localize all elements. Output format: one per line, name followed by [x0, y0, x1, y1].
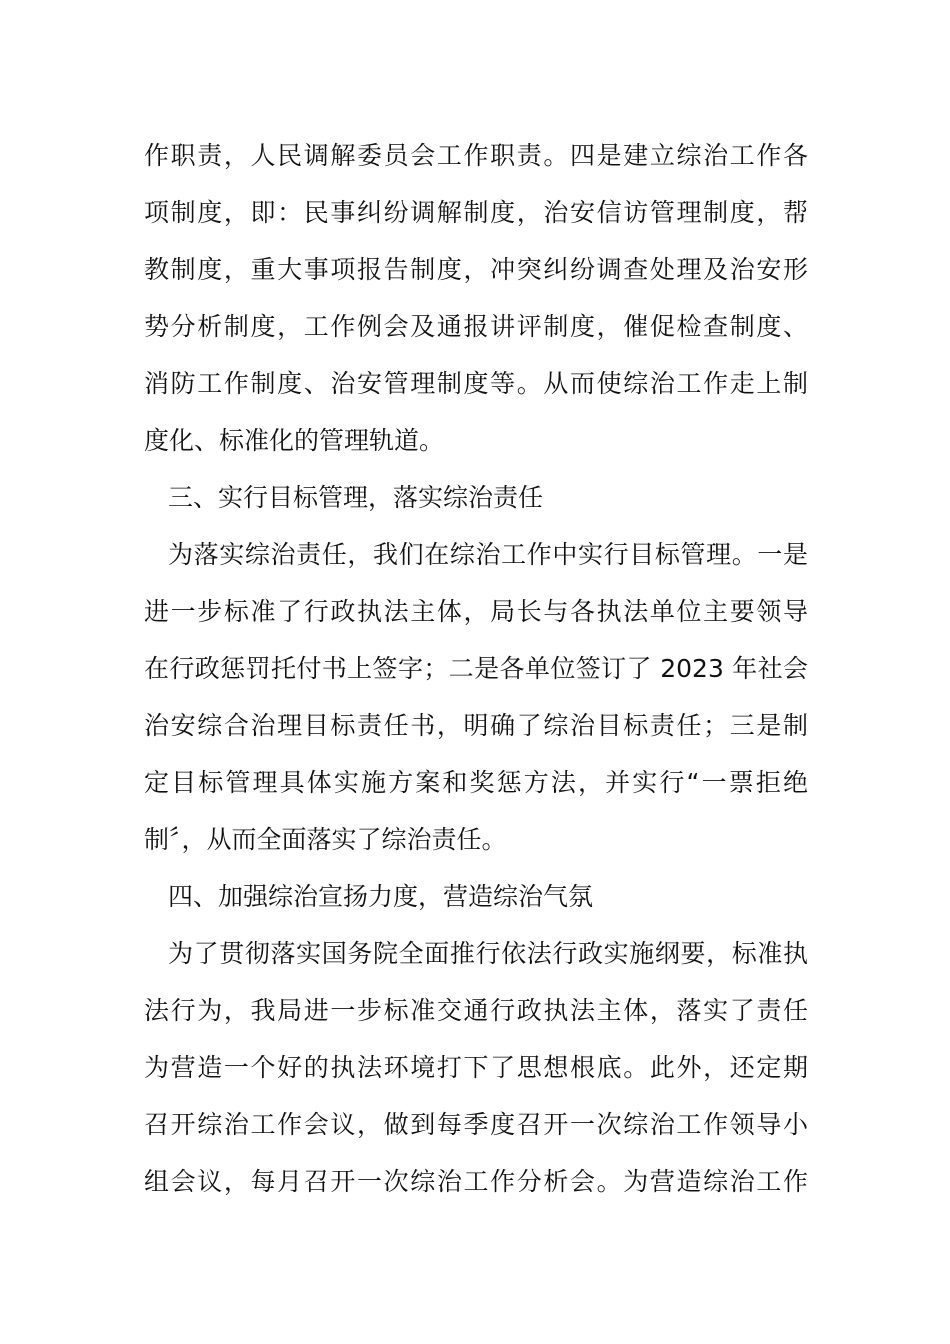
- document-body: [144, 127, 808, 1210]
- text-line: 召开综治工作会议，做到每季度召开一次综治工作领导小: [144, 1110, 808, 1139]
- text-line: 消防工作制度、治安管理制度等。从而使综治工作走上制: [144, 369, 808, 398]
- section-heading: 三、实行目标管理，落实综治责任: [168, 483, 544, 512]
- text-line: 势分析制度，工作例会及通报讲评制度，催促检查制度、: [144, 312, 808, 341]
- text-line: 度化、标准化的管理轨道。: [144, 426, 445, 455]
- text-line: 治安综合治理目标责任书，明确了综治目标责任；三是制: [144, 711, 808, 740]
- text-line: 作职责，人民调解委员会工作职责。四是建立综治工作各: [144, 141, 808, 170]
- text-line: 制〞，从而全面落实了综治责任。: [144, 825, 507, 854]
- text-line: 法行为，我局进一步标准交通行政执法主体，落实了责任: [144, 996, 808, 1025]
- text-line: 定目标管理具体实施方案和奖惩方法，并实行“一票拒绝: [144, 768, 808, 797]
- text-line: 组会议，每月召开一次综治工作分析会。为营造综治工作: [144, 1167, 808, 1196]
- text-line: 教制度，重大事项报告制度，冲突纠纷调查处理及治安形: [144, 255, 808, 284]
- text-line: 进一步标准了行政执法主体，局长与各执法单位主要领导: [144, 597, 808, 626]
- text-line: 为营造一个好的执法环境打下了思想根底。此外，还定期: [144, 1053, 808, 1082]
- text-line: 项制度，即：民事纠纷调解制度，治安信访管理制度，帮: [144, 198, 808, 227]
- text-line: 为落实综治责任，我们在综治工作中实行目标管理。一是: [168, 540, 808, 569]
- text-line: 为了贯彻落实国务院全面推行依法行政实施纲要，标准执: [168, 939, 808, 968]
- section-heading: 四、加强综治宣扬力度，营造综治气氛: [168, 882, 594, 911]
- text-line: 在行政惩罚托付书上签字；二是各单位签订了 2023 年社会: [144, 654, 808, 683]
